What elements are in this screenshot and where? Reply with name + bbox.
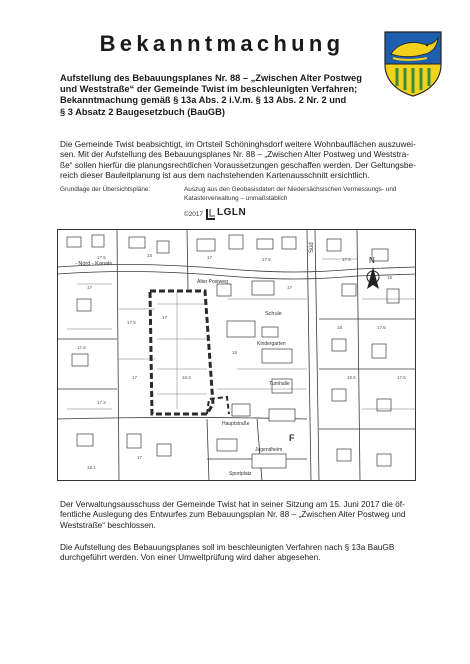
- parcel-number: 17: [287, 285, 293, 290]
- map-source-description: [184, 186, 396, 203]
- paragraph-line: reich dieser Bauleitplanung ist aus dem nachstehenden Kartenausschnitt ersichtlich.: [60, 170, 370, 181]
- paragraph-line: fentliche Auslegung des Entwurfes zum Bebauungsplan Nr. 88 – „Zwischen Alter Postweg und: [60, 509, 406, 520]
- parcel-number: 17: [137, 455, 143, 460]
- heading-line: Aufstellung des Bebauungsplanes Nr. 88 – „Zwischen Alter Postweg: [60, 73, 362, 83]
- parcel-number: 18: [147, 253, 153, 258]
- conclusion-paragraph: [60, 542, 416, 563]
- map-label-turnhalle: Turnhalle: [269, 381, 290, 387]
- lgln-logo-icon: [206, 208, 216, 220]
- parcel-number: 18: [387, 275, 393, 280]
- map-label-kindergarten: Kindergarten: [257, 341, 286, 347]
- heading-line: Bekanntmachung gemäß § 13a Abs. 2 i.V.m. § 13 Abs. 2 Nr. 2 und: [60, 95, 347, 106]
- parcel-number: 18: [232, 350, 238, 355]
- north-arrow-label: N: [369, 256, 375, 265]
- parcel-number: 17.5: [397, 375, 406, 380]
- caption-line: Katasterverwaltung – unmaßstäblich: [184, 194, 288, 202]
- map-label-nord-kanal: - Nord - Kanals: [75, 261, 112, 267]
- parcel-number: 17.3: [97, 400, 106, 405]
- resolution-paragraph: [60, 499, 416, 530]
- paragraph-line: Weststraße“ beschlossen.: [60, 519, 156, 530]
- heading-line: und Weststraße“ der Gemeinde Twist im beschleunigten Verfahren;: [60, 84, 358, 95]
- parcel-number: 18.3: [182, 375, 191, 380]
- parcel-number: 17: [207, 255, 213, 260]
- parcel-number: 17: [162, 315, 168, 320]
- parcel-number: 17.5: [262, 257, 271, 262]
- parcel-number: 17.5: [127, 320, 136, 325]
- parcel-number: 18.5: [347, 375, 356, 380]
- map-label-alter-postweg: Alter Postweg: [197, 279, 228, 285]
- map-label-f-mark: F: [289, 433, 295, 443]
- map-label-schule: Schule: [265, 311, 282, 317]
- parcel-number: 17: [132, 375, 138, 380]
- lgln-logo: [206, 207, 248, 220]
- parcel-number: 17.5: [97, 255, 106, 260]
- paragraph-line: durchgeführt werden. Von einer Umweltprüfung wird daher abgesehen.: [60, 552, 321, 563]
- site-plan-map: [57, 229, 416, 481]
- paragraph-line: Die Gemeinde Twist beabsichtigt, im Ortsteil Schöninghsdorf weitere Wohnbauflächen auszuwei-: [60, 139, 416, 149]
- parcel-number: 17.5: [377, 325, 386, 330]
- paragraph-line: Der Verwaltungsausschuss der Gemeinde Twist hat in seiner Sitzung am 15. Juni 2017 die öf-: [60, 499, 405, 509]
- caption-line: Auszug aus den Geobasisdaten der Niedersächsischen Vermessungs- und: [184, 186, 397, 193]
- parcel-number: 17: [87, 285, 93, 290]
- map-label-sportplatz: Sportplatz: [229, 471, 252, 477]
- map-label-sud: Süd: [309, 242, 315, 253]
- map-source-caption: Grundlage der Übersichtspläne:: [60, 186, 151, 193]
- paragraph-line: sen. Mit der Aufstellung des Bebauungsplanes Nr. 88 – „Zwischen Alter Postweg und Weststra-: [60, 149, 409, 160]
- document-title: Bekanntmachung: [99, 31, 345, 56]
- copyright-notice: ©2017: [184, 211, 203, 218]
- map-label-jugendheim: Jugendheim: [255, 447, 283, 453]
- parcel-number: 18.1: [87, 465, 96, 470]
- paragraph-line: ße“ sollen hierfür die planungsrechtlichen Voraussetzungen geschaffen werden. Der Geltungsbe-: [60, 159, 416, 170]
- intro-paragraph: [60, 139, 416, 181]
- map-label-hauptstrasse: Hauptstraße: [222, 421, 250, 427]
- heading-line: § 3 Absatz 2 Baugesetzbuch (BauGB): [60, 106, 225, 117]
- municipal-coat-of-arms-icon: [383, 30, 443, 98]
- parcel-number: 17.5: [77, 345, 86, 350]
- document-heading: [60, 73, 378, 118]
- parcel-number: 18: [337, 325, 343, 330]
- paragraph-line: Die Aufstellung des Bebauungsplanes soll im beschleunigten Verfahren nach § 13a BauGB: [60, 542, 395, 552]
- parcel-number: 17.5: [342, 257, 351, 262]
- lgln-logo-text: LGLN: [217, 207, 247, 218]
